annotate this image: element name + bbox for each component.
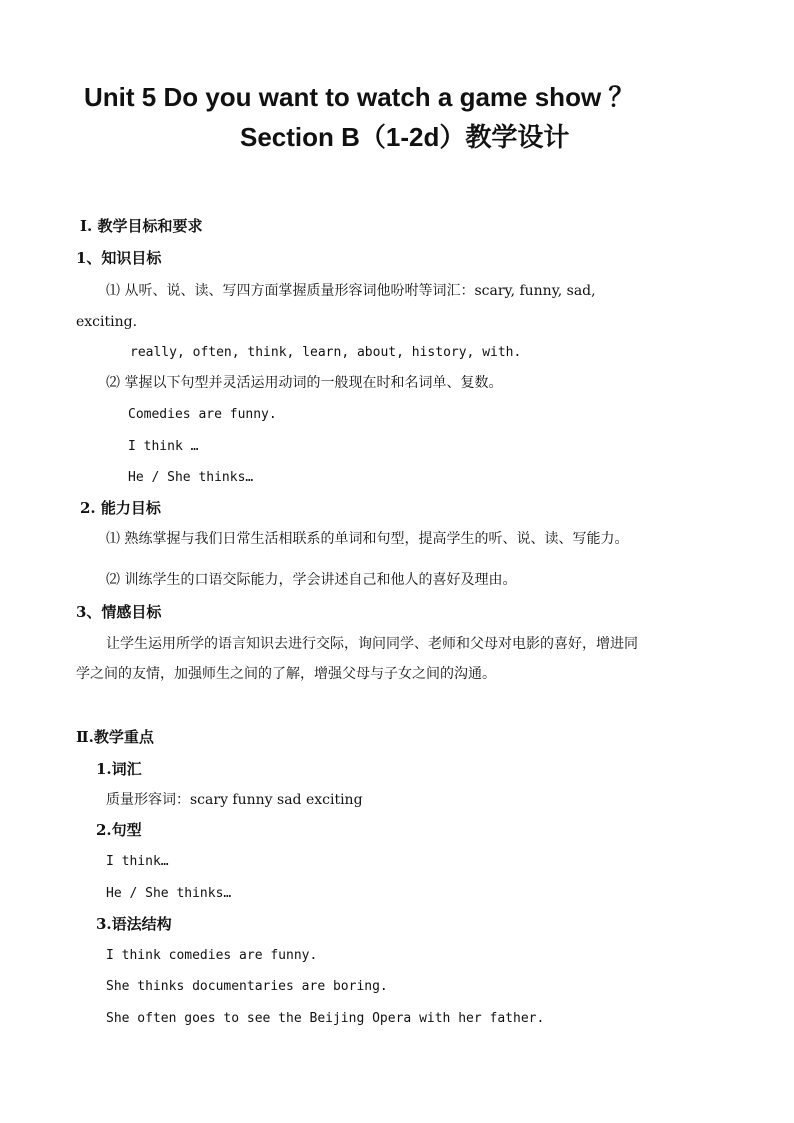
emotion-paragraph-line-1: 让学生运用所学的语言知识去进行交际，询问同学、老师和父母对电影的喜好，增进同 <box>106 636 638 652</box>
pattern-heading: 2.句型 <box>96 821 142 839</box>
grammar-line-3: She often goes to see the Beijing Opera with her father. <box>106 1011 545 1026</box>
knowledge-item-1-line-1: ⑴ 从听、说、读、写四方面掌握质量形容词他吩咐等词汇：scary, funny, sad, <box>106 283 596 299</box>
emotion-goal-heading: 3、情感目标 <box>76 603 162 621</box>
knowledge-item-2: ⑵ 掌握以下句型并灵活运用动词的一般现在时和名词单、复数。 <box>106 375 503 391</box>
knowledge-item-1-line-3: really, often, think, learn, about, history, with. <box>130 345 522 360</box>
knowledge-goal-heading: 1、知识目标 <box>76 249 162 267</box>
vocab-heading: 1.词汇 <box>96 760 142 778</box>
title-line-1: Unit 5 Do you want to watch a game show ？ <box>84 82 635 112</box>
title-line-2: Section B（1-2d）教学设计 <box>240 122 570 152</box>
knowledge-example-2: I think … <box>128 439 199 454</box>
grammar-heading: 3.语法结构 <box>96 915 172 933</box>
section-2-heading: Ⅱ.教学重点 <box>76 728 154 746</box>
knowledge-example-1: Comedies are funny. <box>128 407 277 422</box>
ability-item-2: ⑵ 训练学生的口语交际能力，学会讲述自己和他人的喜好及理由。 <box>106 572 517 588</box>
vocab-line: 质量形容词：scary funny sad exciting <box>106 792 363 808</box>
pattern-line-2: He / She thinks… <box>106 886 232 901</box>
emotion-paragraph-line-2: 学之间的友情，加强师生之间的了解，增强父母与子女之间的沟通。 <box>76 666 496 682</box>
ability-item-1: ⑴ 熟练掌握与我们日常生活相联系的单词和句型，提高学生的听、说、读、写能力。 <box>106 531 629 547</box>
section-1-heading: Ⅰ. 教学目标和要求 <box>80 217 203 235</box>
grammar-line-1: I think comedies are funny. <box>106 948 318 963</box>
grammar-line-2: She thinks documentaries are boring. <box>106 979 388 994</box>
pattern-line-1: I think… <box>106 854 169 869</box>
ability-goal-heading: 2. 能力目标 <box>80 499 161 517</box>
knowledge-example-3: He / She thinks… <box>128 470 254 485</box>
knowledge-item-1-line-2: exciting. <box>76 314 138 330</box>
